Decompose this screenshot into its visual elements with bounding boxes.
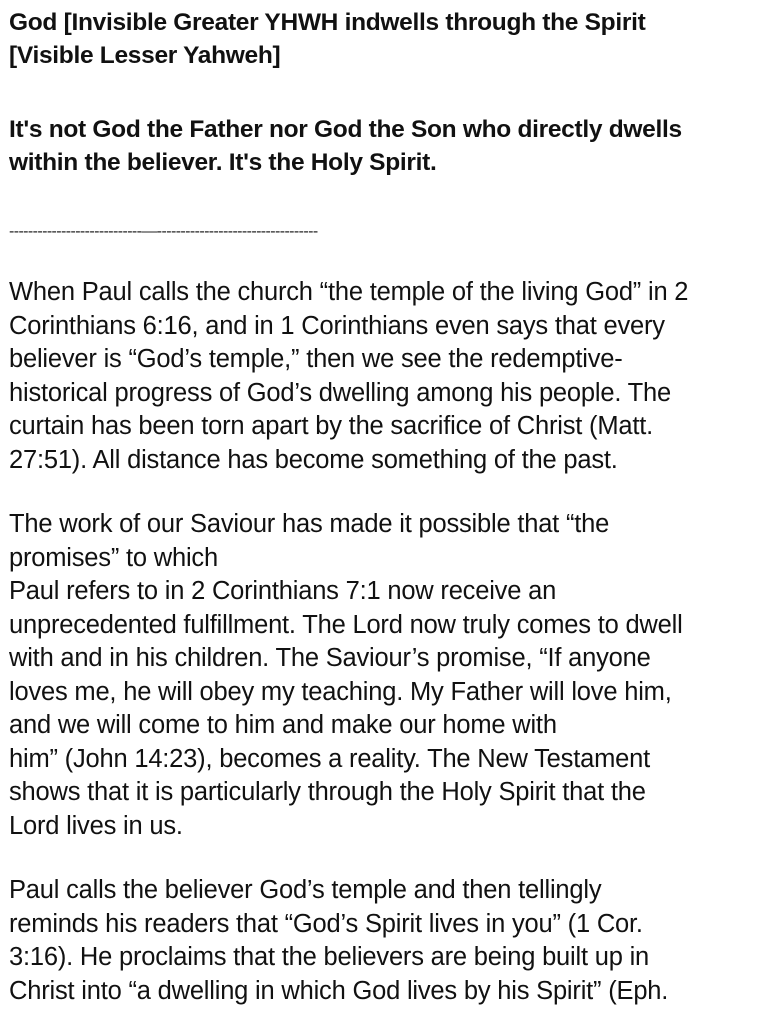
paragraph-line: historical progress of God’s dwelling among his people. The <box>9 378 671 407</box>
heading-line: God [Invisible Greater YHWH indwells through the Spirit <box>9 9 646 36</box>
paragraph-line: with and in his children. The Saviour’s promise, “If anyone <box>9 644 651 672</box>
paragraph-line: Corinthians 6:16, and in 1 Corinthians even says that every <box>9 311 665 340</box>
paragraph-line: When Paul calls the church “the temple of the living God” in 2 <box>9 278 689 306</box>
paragraph-line: believer is “God’s temple,” then we see the redemptive- <box>9 345 623 373</box>
subheading <box>9 113 761 179</box>
paragraph-line: unprecedented fulfillment. The Lord now truly comes to dwell <box>9 610 683 639</box>
paragraph-line: Paul refers to in 2 Corinthians 7:1 now receive an <box>9 577 557 605</box>
paragraph-line: 27:51). All distance has become something of the past. <box>9 445 618 474</box>
paragraph-line: Lord lives in us. <box>9 811 183 840</box>
paragraph-line: Paul calls the believer God’s temple and then tellingly <box>9 876 602 904</box>
paragraph-line: 3:16). He proclaims that the believers are being built up in <box>9 943 650 971</box>
paragraph-line: promises” to which <box>9 543 218 572</box>
paragraph-line: loves me, he will obey my teaching. My Father will love him, <box>9 677 672 706</box>
paragraph-line: him” (John 14:23), becomes a reality. The New Testament <box>9 744 650 773</box>
subheading-line: It's not God the Father nor God the Son who directly dwells <box>9 116 682 143</box>
paragraph-line: curtain has been torn apart by the sacrifice of Christ (Matt. <box>9 412 654 440</box>
paragraph-line: The work of our Saviour has made it possible that “the <box>9 510 610 538</box>
paragraph-line: Christ into “a dwelling in which God lives by his Spirit” (Eph. <box>9 976 669 1005</box>
paragraph-3 <box>9 874 761 1008</box>
heading-line: [Visible Lesser Yahweh] <box>9 42 281 69</box>
document <box>9 6 761 1008</box>
subheading-line: within the believer. It's the Holy Spirit. <box>9 149 437 176</box>
paragraph-2 <box>9 508 761 843</box>
paragraph-line: shows that it is particularly through the Holy Spirit that the <box>9 778 646 806</box>
paragraph-line: reminds his readers that “God’s Spirit lives in you” (1 Cor. <box>9 909 643 938</box>
heading <box>9 6 761 72</box>
paragraph-line: and we will come to him and make our home with <box>9 711 557 739</box>
divider: ----------------------------—---------------------------------- <box>9 223 318 240</box>
paragraph-1 <box>9 276 761 477</box>
